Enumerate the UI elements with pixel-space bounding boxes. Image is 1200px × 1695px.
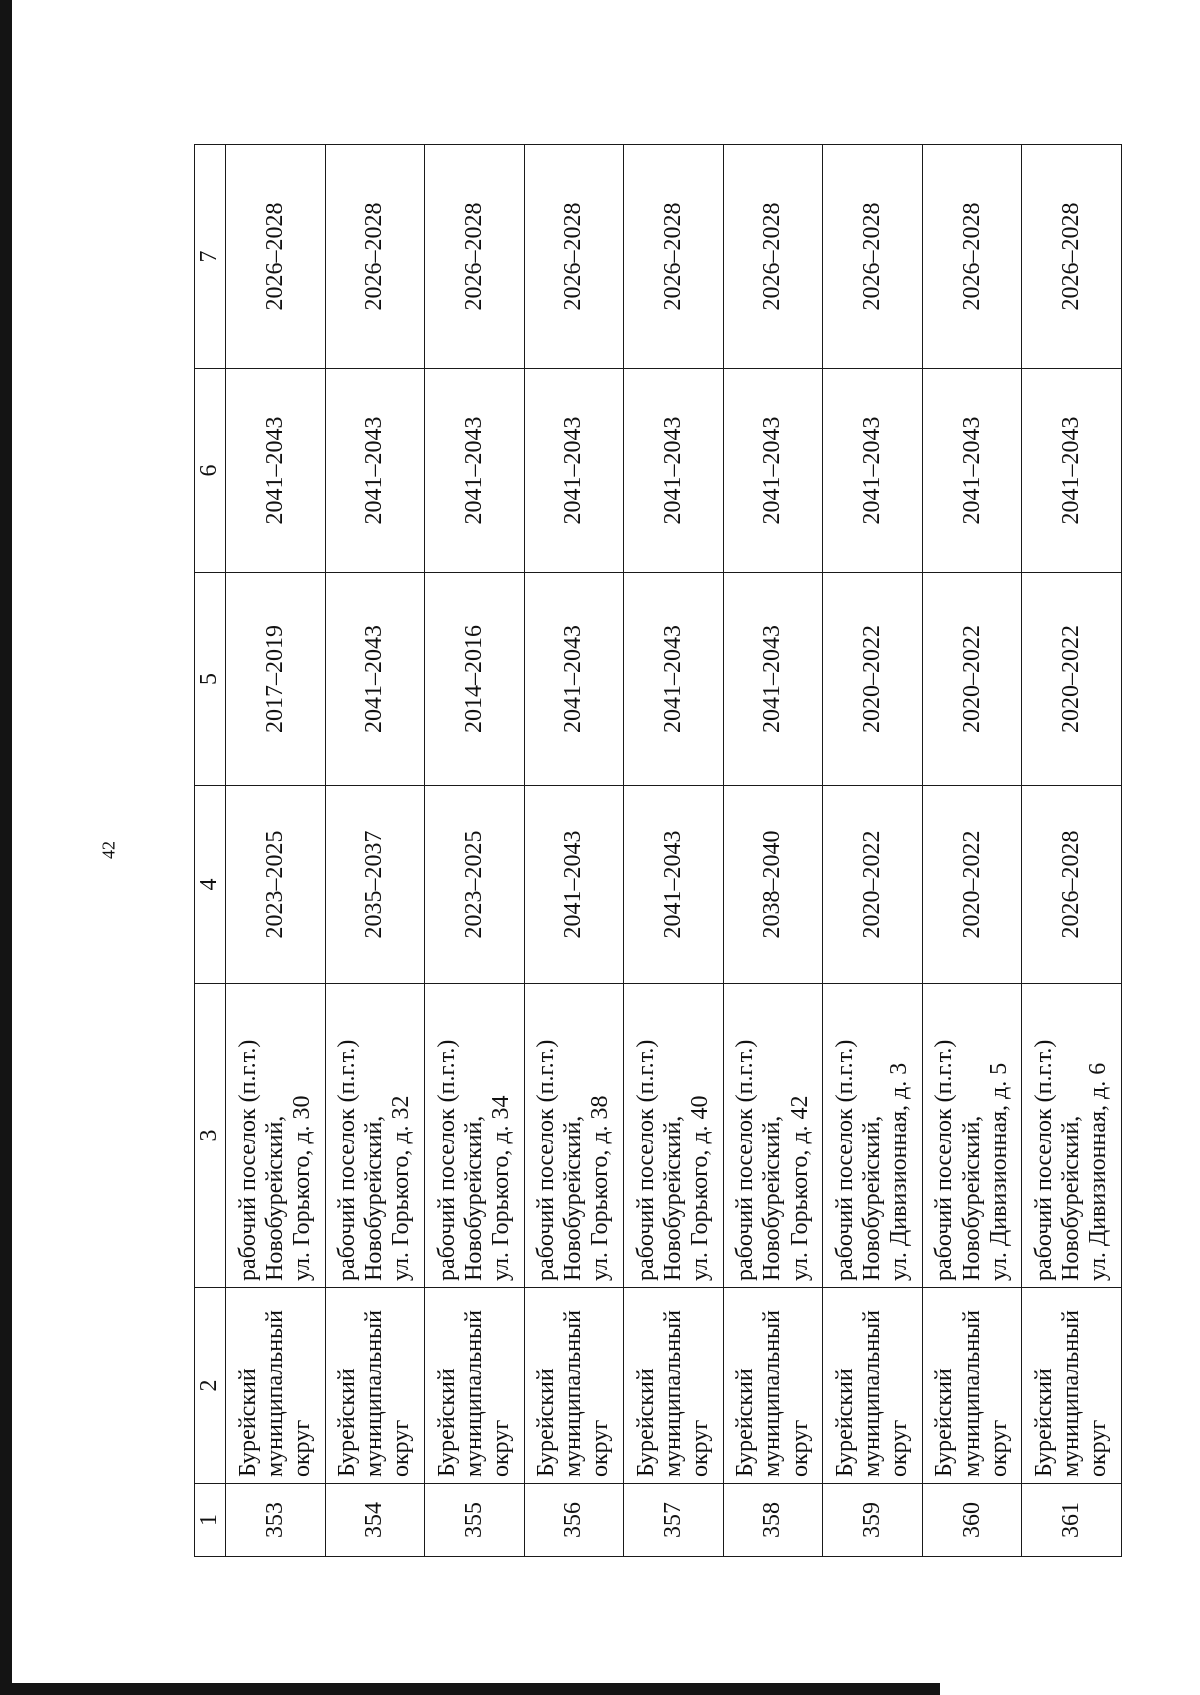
period-cell-col5: 2041–2043 bbox=[624, 573, 724, 786]
period-cell-col4: 2023–2025 bbox=[425, 786, 525, 984]
address-line: рабочий поселок (п.г.т.) bbox=[234, 1039, 261, 1281]
address-cell bbox=[1022, 984, 1122, 1288]
region-line: округ bbox=[786, 1419, 813, 1477]
row-number-cell: 355 bbox=[425, 1484, 525, 1557]
row-number-cell: 353 bbox=[226, 1484, 326, 1557]
address-line: Новобурейский, bbox=[361, 1115, 388, 1281]
address-line: Новобурейский, bbox=[460, 1115, 487, 1281]
address-line: ул. Горького, д. 32 bbox=[388, 1095, 415, 1281]
table-header-row bbox=[195, 145, 226, 1557]
address-line: Новобурейский, bbox=[560, 1115, 587, 1281]
table-row bbox=[922, 145, 1022, 1557]
period-cell-col6: 2041–2043 bbox=[524, 369, 624, 573]
period-cell-col5: 2041–2043 bbox=[723, 573, 823, 786]
period-cell-col5: 2020–2022 bbox=[823, 573, 923, 786]
address-line: Новобурейский, bbox=[958, 1115, 985, 1281]
table-row bbox=[325, 145, 425, 1557]
row-number-cell: 356 bbox=[524, 1484, 624, 1557]
address-line: рабочий поселок (п.г.т.) bbox=[1031, 1039, 1058, 1281]
period-cell-col5: 2041–2043 bbox=[524, 573, 624, 786]
table-row bbox=[425, 145, 525, 1557]
address-cell bbox=[524, 984, 624, 1288]
region-line: округ bbox=[886, 1419, 913, 1477]
region-line: Бурейский bbox=[1031, 1368, 1058, 1477]
address-line: Новобурейский, bbox=[261, 1115, 288, 1281]
address-line: рабочий поселок (п.г.т.) bbox=[632, 1039, 659, 1281]
table-row bbox=[723, 145, 823, 1557]
row-number-cell: 358 bbox=[723, 1484, 823, 1557]
region-line: муниципальный bbox=[460, 1309, 487, 1477]
address-line: ул. Горького, д. 30 bbox=[288, 1095, 315, 1281]
region-cell bbox=[1022, 1288, 1122, 1484]
table-row bbox=[1022, 145, 1122, 1557]
address-line: ул. Дивизионная, д. 6 bbox=[1085, 1062, 1112, 1281]
region-line: муниципальный bbox=[560, 1309, 587, 1477]
region-line: округ bbox=[985, 1419, 1012, 1477]
address-cell bbox=[624, 984, 724, 1288]
column-header-4: 4 bbox=[195, 786, 226, 984]
period-cell-col7: 2026–2028 bbox=[922, 145, 1022, 369]
region-line: муниципальный bbox=[958, 1309, 985, 1477]
address-line: ул. Горького, д. 42 bbox=[786, 1095, 813, 1281]
scan-border-left bbox=[0, 0, 12, 1695]
region-line: округ bbox=[388, 1419, 415, 1477]
period-cell-col4: 2041–2043 bbox=[624, 786, 724, 984]
region-cell bbox=[524, 1288, 624, 1484]
region-cell bbox=[226, 1288, 326, 1484]
region-line: муниципальный bbox=[659, 1309, 686, 1477]
period-cell-col6: 2041–2043 bbox=[226, 369, 326, 573]
period-cell-col6: 2041–2043 bbox=[823, 369, 923, 573]
table-row bbox=[226, 145, 326, 1557]
address-cell bbox=[325, 984, 425, 1288]
period-cell-col4: 2020–2022 bbox=[922, 786, 1022, 984]
region-cell bbox=[922, 1288, 1022, 1484]
table-row bbox=[823, 145, 923, 1557]
period-cell-col5: 2014–2016 bbox=[425, 573, 525, 786]
region-line: муниципальный bbox=[261, 1309, 288, 1477]
period-cell-col6: 2041–2043 bbox=[425, 369, 525, 573]
address-line: Новобурейский, bbox=[759, 1115, 786, 1281]
period-cell-col5: 2020–2022 bbox=[922, 573, 1022, 786]
region-line: муниципальный bbox=[361, 1309, 388, 1477]
region-line: округ bbox=[288, 1419, 315, 1477]
period-cell-col7: 2026–2028 bbox=[425, 145, 525, 369]
period-cell-col6: 2041–2043 bbox=[624, 369, 724, 573]
region-cell bbox=[325, 1288, 425, 1484]
address-cell bbox=[723, 984, 823, 1288]
period-cell-col4: 2035–2037 bbox=[325, 786, 425, 984]
period-cell-col4: 2041–2043 bbox=[524, 786, 624, 984]
row-number-cell: 359 bbox=[823, 1484, 923, 1557]
period-cell-col7: 2026–2028 bbox=[823, 145, 923, 369]
period-cell-col7: 2026–2028 bbox=[624, 145, 724, 369]
address-line: ул. Горького, д. 34 bbox=[487, 1095, 514, 1281]
address-line: рабочий поселок (п.г.т.) bbox=[732, 1039, 759, 1281]
column-header-5: 5 bbox=[195, 573, 226, 786]
period-cell-col7: 2026–2028 bbox=[325, 145, 425, 369]
address-line: ул. Дивизионная, д. 5 bbox=[985, 1062, 1012, 1281]
table-row bbox=[624, 145, 724, 1557]
period-cell-col7: 2026–2028 bbox=[226, 145, 326, 369]
region-cell bbox=[624, 1288, 724, 1484]
row-number-cell: 354 bbox=[325, 1484, 425, 1557]
address-line: Новобурейский, bbox=[859, 1115, 885, 1281]
period-cell-col5: 2020–2022 bbox=[1022, 573, 1122, 786]
region-line: муниципальный bbox=[859, 1309, 885, 1477]
address-line: Новобурейский, bbox=[1058, 1115, 1085, 1281]
period-cell-col6: 2041–2043 bbox=[1022, 369, 1122, 573]
region-cell bbox=[723, 1288, 823, 1484]
region-line: муниципальный bbox=[1058, 1309, 1085, 1477]
period-cell-col6: 2041–2043 bbox=[922, 369, 1022, 573]
address-line: ул. Горького, д. 40 bbox=[687, 1095, 714, 1281]
address-line: Новобурейский, bbox=[659, 1115, 686, 1281]
region-line: округ bbox=[1085, 1419, 1112, 1477]
region-line: Бурейский bbox=[234, 1368, 261, 1477]
period-cell-col5: 2041–2043 bbox=[325, 573, 425, 786]
table-row bbox=[524, 145, 624, 1557]
period-cell-col6: 2041–2043 bbox=[325, 369, 425, 573]
period-cell-col6: 2041–2043 bbox=[723, 369, 823, 573]
rotated-table-container bbox=[194, 145, 1122, 1557]
region-line: Бурейский bbox=[632, 1368, 659, 1477]
address-cell bbox=[425, 984, 525, 1288]
address-cell bbox=[226, 984, 326, 1288]
address-line: рабочий поселок (п.г.т.) bbox=[334, 1039, 361, 1281]
address-line: ул. Горького, д. 38 bbox=[587, 1095, 614, 1281]
region-line: округ bbox=[687, 1419, 714, 1477]
address-line: рабочий поселок (п.г.т.) bbox=[433, 1039, 460, 1281]
address-line: рабочий поселок (п.г.т.) bbox=[831, 1039, 858, 1281]
row-number-cell: 361 bbox=[1022, 1484, 1122, 1557]
period-cell-col4: 2020–2022 bbox=[823, 786, 923, 984]
period-cell-col4: 2038–2040 bbox=[723, 786, 823, 984]
period-cell-col4: 2026–2028 bbox=[1022, 786, 1122, 984]
column-header-2: 2 bbox=[195, 1288, 226, 1484]
region-line: муниципальный bbox=[759, 1309, 786, 1477]
column-header-6: 6 bbox=[195, 369, 226, 573]
period-cell-col5: 2017–2019 bbox=[226, 573, 326, 786]
region-line: Бурейский bbox=[334, 1368, 361, 1477]
scan-border-bottom bbox=[0, 1683, 940, 1695]
region-line: Бурейский bbox=[831, 1368, 858, 1477]
row-number-cell: 357 bbox=[624, 1484, 724, 1557]
period-cell-col7: 2026–2028 bbox=[1022, 145, 1122, 369]
address-cell bbox=[922, 984, 1022, 1288]
address-line: ул. Дивизионная, д. 3 bbox=[886, 1062, 913, 1281]
column-header-7: 7 bbox=[195, 145, 226, 369]
column-header-3: 3 bbox=[195, 984, 226, 1288]
region-line: Бурейский bbox=[931, 1368, 958, 1477]
period-cell-col7: 2026–2028 bbox=[524, 145, 624, 369]
period-cell-col4: 2023–2025 bbox=[226, 786, 326, 984]
region-line: округ bbox=[587, 1419, 614, 1477]
table-body bbox=[226, 145, 1122, 1557]
region-line: Бурейский bbox=[732, 1368, 759, 1477]
region-line: округ bbox=[487, 1419, 514, 1477]
region-line: Бурейский bbox=[533, 1368, 560, 1477]
housing-repair-schedule-table bbox=[194, 144, 1122, 1557]
address-cell bbox=[823, 984, 923, 1288]
region-line: Бурейский bbox=[433, 1368, 460, 1477]
region-cell bbox=[823, 1288, 923, 1484]
column-header-1: 1 bbox=[195, 1484, 226, 1557]
period-cell-col7: 2026–2028 bbox=[723, 145, 823, 369]
page-number: 42 bbox=[98, 841, 119, 859]
region-cell bbox=[425, 1288, 525, 1484]
address-line: рабочий поселок (п.г.т.) bbox=[533, 1039, 560, 1281]
address-line: рабочий поселок (п.г.т.) bbox=[931, 1039, 958, 1281]
row-number-cell: 360 bbox=[922, 1484, 1022, 1557]
